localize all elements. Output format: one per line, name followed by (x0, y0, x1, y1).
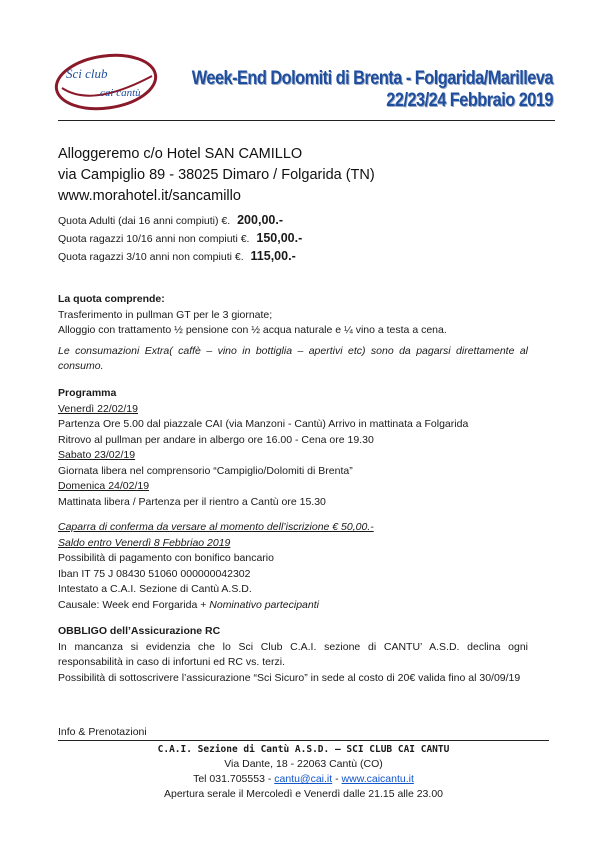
footer (58, 742, 549, 802)
insurance-text-2: Possibilità di sottoscrivere l’assicurazione “Sci Sicuro” in sede al costo di 20€ valida fino al 30/09/19 (58, 671, 521, 684)
extras-note: Le consumazioni Extra( caffè – vino in bottiglia – apertivi etc) sono da pagarsi direttamente al consumo. (58, 344, 528, 372)
program-day-1: Venerdì 22/02/19 (58, 402, 138, 415)
footer-hours: Apertura serale il Mercoledì e Venerdì dalle 21.15 alle 23.00 (163, 788, 443, 800)
includes-section (58, 292, 528, 375)
iban: Iban IT 75 J 08430 51060 000000042302 (58, 567, 251, 580)
balance-note: Saldo entro Venerdì 8 Febbriao 2019 (58, 536, 231, 549)
causale-text: Causale: Week end Forgarida + (58, 598, 210, 611)
payment-section (58, 520, 528, 613)
footer-tel: Tel 031.705553 - (193, 773, 272, 785)
program-line: Mattinata libera / Partenza per il rientro a Cantù ore 15.30 (58, 495, 326, 508)
deposit-note: Caparra di conferma da versare al momento dell’iscrizione € 50,00.- (58, 521, 374, 533)
includes-line: Trasferimento in pullman GT per le 3 giornate; (58, 308, 273, 321)
hotel-line-2: via Campiglio 89 - 38025 Dimaro / Folgarida (TN) (58, 167, 375, 183)
program-day-3: Domenica 24/02/19 (58, 480, 150, 492)
price-label: Quota Adulti (dai 16 anni compiuti) €. (58, 215, 231, 227)
program-heading: Programma (58, 387, 117, 399)
price-list (58, 212, 302, 266)
title-line-2: 22/23/24 Febbraio 2019 (386, 90, 553, 111)
includes-heading: La quota comprende: (58, 293, 165, 305)
program-line: Giornata libera nel comprensorio “Campiglio/Dolomiti di Brenta” (58, 464, 353, 477)
insurance-heading: OBBLIGO dell’Assicurazione RC (58, 625, 221, 637)
price-amount: 200,00.- (237, 213, 283, 227)
price-label: Quota ragazzi 10/16 anni non compiuti €. (58, 233, 250, 245)
footer-divider (58, 740, 549, 741)
page-title (133, 68, 553, 112)
footer-sep: - (335, 773, 339, 785)
info-label: Info & Prenotazioni (58, 726, 147, 738)
price-row-adults (58, 212, 302, 230)
price-label: Quota ragazzi 3/10 anni non compiuti €. (58, 251, 244, 263)
insurance-section (58, 624, 528, 686)
causale-italic: Nominativo partecipanti (209, 598, 319, 611)
hotel-website: www.morahotel.it/sancamillo (58, 188, 241, 204)
price-row-teens (58, 230, 302, 248)
hotel-line-1: Alloggeremo c/o Hotel SAN CAMILLO (58, 146, 303, 162)
program-line: Partenza Ore 5.00 dal piazzale CAI (via Manzoni - Cantù) Arrivo in mattinata a Folgarida (58, 418, 469, 430)
footer-email-link[interactable]: cantu@cai.it (274, 773, 333, 785)
title-line-1: Week-End Dolomiti di Brenta - Folgarida/Marilleva (191, 68, 553, 89)
program-section (58, 386, 528, 510)
price-row-kids (58, 248, 302, 266)
program-day-2: Sabato 23/02/19 (58, 449, 136, 461)
footer-website-link[interactable]: www.caicantu.it (341, 773, 414, 785)
price-amount: 150,00.- (256, 231, 303, 245)
footer-contacts (58, 772, 549, 787)
price-amount: 115,00.- (250, 249, 296, 263)
footer-org: C.A.I. Sezione di Cantù A.S.D. – SCI CLUB CAI CANTU (157, 744, 450, 755)
payment-line: Possibilità di pagamento con bonifico bancario (58, 552, 274, 564)
footer-address: Via Dante, 18 - 22063 Cantù (CO) (224, 758, 383, 770)
insurance-text-1: In mancanza si evidenzia che lo Sci Club C.A.I. sezione di CANTU’ A.S.D. declina ogni responsabilità in caso di infortuni ed RC vs. terzi. (58, 640, 528, 668)
logo-text-1: Sci club (66, 66, 108, 81)
causale (58, 598, 528, 614)
header-divider (58, 120, 555, 121)
payment-line: Intestato a C.A.I. Sezione di Cantù A.S.D. (58, 583, 252, 595)
hotel-info (58, 144, 375, 207)
includes-line: Alloggio con trattamento ½ pensione con ½ acqua naturale e ¼ vino a testa a cena. (58, 324, 447, 336)
logo-text-2: cai cantù (100, 87, 141, 99)
program-line: Ritrovo al pullman per andare in albergo ore 16.00 - Cena ore 19.30 (58, 433, 374, 446)
